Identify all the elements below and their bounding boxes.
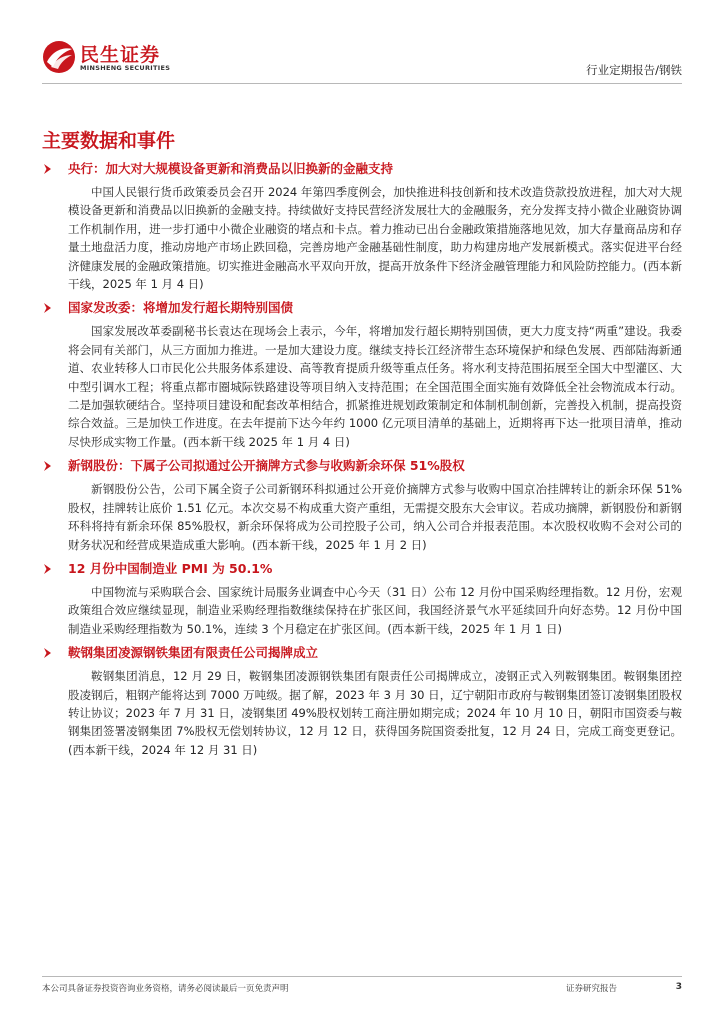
- news-body: 中国物流与采购联合会、国家统计局服务业调查中心今天（31 日）公布 12 月份中国采购经理指数。12 月份，宏观政策组合效应继续显现，制造业采购经理指数继续保持在扩张区间，我国经济景气水平延续回升向好态势。12 月份中国制造业采购经理指数为 50.1%，连续 3 个月稳定在扩张区间。(西本新干线，2025 年 1 月 1 日): [68, 584, 682, 636]
- news-heading: [42, 642, 682, 664]
- arrow-bullet-icon: [42, 297, 56, 319]
- section-title: 主要数据和事件: [42, 130, 176, 152]
- news-body: 鞍钢集团消息，12 月 29 日，鞍钢集团凌源钢铁集团有限责任公司揭牌成立，凌钢正式入列鞍钢集团。鞍钢集团控股凌钢后，粗钢产能将达到 7000 万吨级。据了解，2023 年 3 月 30 日，辽宁朝阳市政府与鞍钢集团签订凌钢集团股权转让协议；2023 年 7 月 31 日，凌钢集团 49%股权划转工商注册如期完成；2024 年 10 月 10 日，朝阳市国资委与鞍钢集团签署凌钢集团 7%股权无偿划转协议，12 月 12 日，获得国务院国资委批复，12 月 24 日，完成工商变更登记。(西本新干线，2024 年 12 月 31 日): [68, 669, 682, 757]
- news-title: 12 月份中国制造业 PMI 为 50.1%: [68, 560, 273, 576]
- logo-english-name: MINSHENG SECURITIES: [80, 64, 171, 72]
- arrow-bullet-icon: [42, 158, 56, 180]
- header-divider: [42, 83, 682, 84]
- footer-label: 证券研究报告: [566, 984, 618, 994]
- news-body: 新钢股份公告，公司下属全资子公司新钢环科拟通过公开竞价摘牌方式参与收购中国京冶挂牌转让的新余环保 51%股权，挂牌转让底价 1.51 亿元。本次交易不构成重大资产重组，无需提交股东大会审议。若成功摘牌，新钢股份和新钢环科将持有新余环保 85%股权，新余环保将成为公司控股子公司，纳入公司合并报表范围。本次股权收购不会对公司的财务状况和经营成果造成重大影响。(西本新干线，2025 年 1 月 2 日): [68, 482, 682, 552]
- news-title: 新钢股份：下属子公司拟通过公开摘牌方式参与收购新余环保 51%股权: [68, 458, 465, 474]
- news-body: 国家发展改革委副秘书长袁达在现场会上表示，今年，将增加发行超长期特别国债，更大力度支持“两重”建设。我委将会同有关部门，从三方面加力推进。一是加大建设力度。继续支持长江经济带生态环境保护和绿色发展、西部陆海新通道、农业转移人口市民化公共服务体系建设、高等教育提质升级等重点任务。将水利支持范围拓展至全国大中型灌区、大中型引调水工程；将重点都市圈城际铁路建设等项目纳入支持范围；在全国范围全面实施有效降低全社会物流成本行动。二是加强软硬结合。坚持项目建设和配套改革相结合，抓紧推进规划政策制定和体制机制创新，完善投入机制，提高投资综合效益。三是加快工作进度。在去年提前下达今年约 1000 亿元项目清单的基础上，近期将再下达一批项目清单，推动尽快形成实物工作量。(西本新干线 2025 年 1 月 4 日): [68, 324, 682, 449]
- news-heading: [42, 297, 682, 319]
- news-heading: [42, 455, 682, 477]
- news-heading: [42, 558, 682, 580]
- news-item-pboc: [42, 158, 682, 293]
- news-item-angang: [42, 642, 682, 759]
- footer-divider: [42, 976, 682, 977]
- logo-chinese-name: 民生证券: [80, 44, 161, 66]
- news-item-xingang: [42, 455, 682, 554]
- news-title: 央行：加大对大规模设备更新和消费品以旧换新的金融支持: [68, 161, 394, 176]
- footer-disclaimer: 本公司具备证券投资咨询业务资格，请务必阅读最后一页免责声明: [42, 984, 289, 994]
- page-header: [42, 38, 682, 82]
- arrow-bullet-icon: [42, 642, 56, 664]
- arrow-bullet-icon: [42, 558, 56, 580]
- minsheng-emblem-icon: [42, 40, 76, 74]
- news-title: 国家发改委：将增加发行超长期特别国债: [68, 300, 294, 316]
- news-heading: [42, 158, 682, 180]
- report-type-label: 行业定期报告/钢铁: [586, 63, 682, 77]
- news-item-ndrc: [42, 297, 682, 451]
- news-item-pmi: [42, 558, 682, 638]
- news-body: 中国人民银行货币政策委员会召开 2024 年第四季度例会，加快推进科技创新和技术改造贷款投放进程，加大对大规模设备更新和消费品以旧换新的金融支持。持续做好支持民营经济发展壮大的金融服务，充分发挥支持小微企业融资协调工作机制作用，进一步打通中小微企业融资的堵点和卡点。着力推动已出台金融政策措施落地见效，加大存量商品房和存量土地盘活力度，推动房地产市场止跌回稳，完善房地产金融基础性制度，助力构建房地产发展新模式。落实促进平台经济健康发展的金融政策措施。切实推进金融高水平双向开放，提高开放条件下经济金融管理能力和风险防控能力。(西本新干线，2025 年 1 月 4 日): [68, 185, 682, 292]
- page-number: 3: [675, 982, 682, 992]
- arrow-bullet-icon: [42, 455, 56, 477]
- minsheng-logo: [42, 38, 182, 78]
- news-title: 鞍钢集团凌源钢铁集团有限责任公司揭牌成立: [68, 645, 319, 661]
- news-list: [42, 158, 682, 763]
